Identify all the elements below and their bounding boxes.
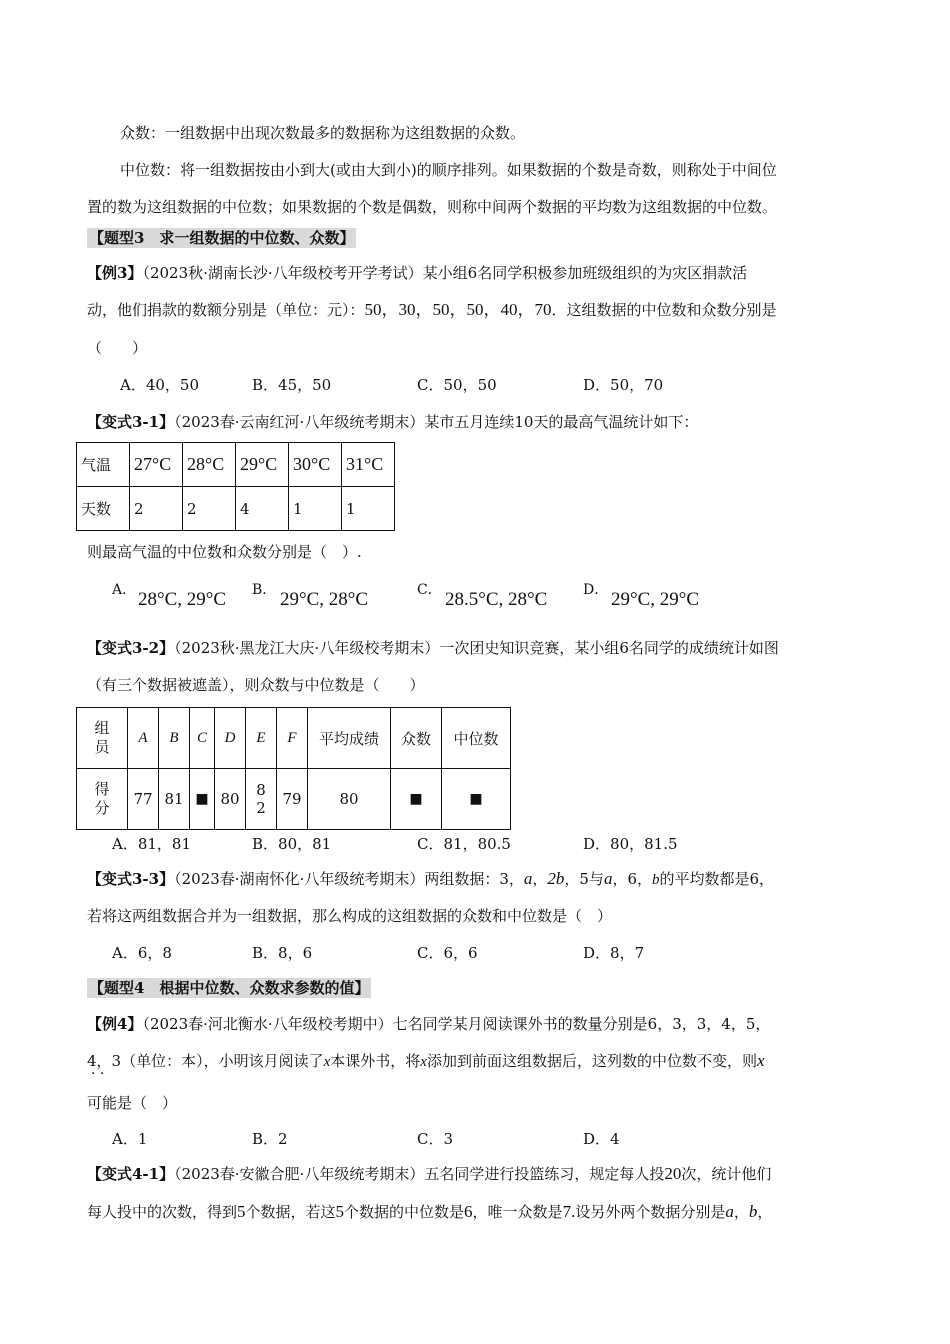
table-cell: 29°C [236, 443, 289, 487]
variant33-line2: 若将这两组数据合并为一组数据，那么构成的这组数据的众数和中位数是（ ） [87, 907, 613, 925]
variant31-line1: 【变式3-1】（2023春·云南红河·八年级统考期末）某市五月连续10天的最高气温统计如下： [87, 413, 699, 431]
variant31-option-b: 29°C, 28°C [280, 589, 369, 610]
table-cell: 中位数 [442, 708, 511, 769]
median-definition-line1: 中位数：将一组数据按由小到大(或由大到小)的顺序排列。如果数据的个数是奇数，则称处于中间位 [120, 161, 777, 179]
table-cell: 27°C [130, 443, 183, 487]
type4-heading: 【题型4 根据中位数、众数求参数的值】 [89, 979, 370, 997]
variant33-line1: 【变式3-3】（2023春·湖南怀化·八年级统考期末）两组数据：3，a，2b，5与a，6，b的平均数都是6， [87, 869, 775, 888]
table-cell: 1 [342, 487, 395, 531]
table-row [77, 443, 395, 487]
variant31-question: 则最高气温的中位数和众数分别是（ ）. [87, 543, 362, 561]
variant32-tag: 【变式3-2】 [87, 639, 175, 657]
table-cell: C [190, 708, 215, 769]
table-cell: 28°C [183, 443, 236, 487]
example4-option-d: D．4 [583, 1130, 620, 1148]
variant33-option-b: B．8，6 [252, 944, 313, 962]
emphasis-dots: · · [91, 1066, 105, 1082]
example4-option-b: B．2 [252, 1130, 288, 1148]
table-cell: A [128, 708, 159, 769]
variant31-option-d: 29°C, 29°C [611, 589, 700, 610]
example3-numbers: 50，30，50，50，40，70 [364, 300, 552, 319]
variant31-option-b-letter: B． [252, 582, 277, 598]
table-cell: 4 [236, 487, 289, 531]
variant32-option-b: B．80，81 [252, 835, 332, 853]
table-cell: 79 [277, 769, 308, 830]
variant31-tag: 【变式3-1】 [87, 413, 175, 431]
table-cell: 80 [308, 769, 391, 830]
variant32-option-d: D．80，81.5 [583, 835, 678, 853]
table-cell: 组 员 [77, 708, 128, 769]
example3-option-a: A．40，50 [120, 376, 200, 394]
example4-option-c: C．3 [417, 1130, 454, 1148]
variant33-option-d: D．8，7 [583, 944, 645, 962]
variant32-line2: （有三个数据被遮盖），则众数与中位数是（ ） [87, 676, 425, 694]
table-cell: 8 2 [246, 769, 277, 830]
variant31-option-a-letter: A． [112, 582, 137, 598]
table-cell: 31°C [342, 443, 395, 487]
example4-line1: 【例4】（2023春·河北衡水·八年级校考期中）七名同学某月阅读课外书的数量分别是6，3，3，4，5， [87, 1015, 771, 1033]
table-cell: 2 [183, 487, 236, 531]
table-row [77, 487, 395, 531]
masked-cell: ■ [190, 769, 215, 830]
table-cell: 平均成绩 [308, 708, 391, 769]
table-cell: B [159, 708, 190, 769]
table-cell: 81 [159, 769, 190, 830]
table-cell: D [215, 708, 246, 769]
example4-line2: 4，3（单位：本），小明该月阅读了x本课外书，将x添加到前面这组数据后，这列数的中位数不变，则x [87, 1051, 765, 1070]
variant33-option-a: A．6，8 [112, 944, 172, 962]
table-cell: F [277, 708, 308, 769]
variant31-option-c: 28.5°C, 28°C [445, 589, 548, 610]
table-cell: 1 [289, 487, 342, 531]
variant31-option-a: 28°C, 29°C [138, 589, 227, 610]
type3-heading: 【题型3 求一组数据的中位数、众数】 [89, 229, 355, 247]
variant41-line2: 每人投中的次数，得到5个数据，若这5个数据的中位数是6，唯一众数是7.设另外两个数据分别是a，b， [87, 1202, 773, 1221]
variant41-tag: 【变式4-1】 [87, 1165, 175, 1183]
table-cell: 77 [128, 769, 159, 830]
example3-line2: 动，他们捐款的数额分别是（单位：元）：50，30，50，50，40，70．这组数据的中位数和众数分别是 [87, 300, 777, 319]
variant31-option-d-letter: D． [583, 582, 609, 598]
table-cell: E [246, 708, 277, 769]
example3-tag: 【例3】 [87, 264, 143, 282]
example4-option-a: A．1 [112, 1130, 148, 1148]
example3-line1: 【例3】（2023秋·湖南长沙·八年级校考开学考试）某小组6名同学积极参加班级组织的为灾区捐款活 [87, 264, 748, 282]
masked-cell: ■ [391, 769, 442, 830]
example4-line3: 可能是（ ） [87, 1094, 178, 1112]
table-cell: 2 [130, 487, 183, 531]
mode-definition: 众数：一组数据中出现次数最多的数据称为这组数据的众数。 [120, 124, 526, 142]
variant32-option-a: A．81，81 [112, 835, 192, 853]
table-row [77, 708, 511, 769]
table-cell: 气温 [77, 443, 130, 487]
score-table [76, 707, 511, 830]
variant33-option-c: C．6，6 [417, 944, 478, 962]
example3-option-d: D．50，70 [583, 376, 664, 394]
table-cell: 天数 [77, 487, 130, 531]
table-row [77, 769, 511, 830]
table-cell: 众数 [391, 708, 442, 769]
example3-option-c: C．50，50 [417, 376, 497, 394]
table-cell: 30°C [289, 443, 342, 487]
example3-option-b: B．45，50 [252, 376, 332, 394]
variant41-line1: 【变式4-1】（2023春·安徽合肥·八年级统考期末）五名同学进行投篮练习，规定每人投20次，统计他们 [87, 1164, 772, 1183]
example3-paren: （ ） [87, 339, 148, 357]
median-definition-line2: 置的数为这组数据的中位数；如果数据的个数是偶数，则称中间两个数据的平均数为这组数据的中位数。 [87, 198, 778, 216]
masked-cell: ■ [442, 769, 511, 830]
table-cell: 80 [215, 769, 246, 830]
temperature-table [76, 442, 395, 531]
variant32-option-c: C．81，80.5 [417, 835, 511, 853]
table-cell: 得 分 [77, 769, 128, 830]
variant33-tag: 【变式3-3】 [87, 870, 175, 888]
variant32-line1: 【变式3-2】（2023秋·黑龙江大庆·八年级校考期末）一次团史知识竞赛，某小组6名同学的成绩统计如图 [87, 639, 779, 657]
variant31-option-c-letter: C． [417, 582, 442, 598]
example4-tag: 【例4】 [87, 1015, 143, 1033]
